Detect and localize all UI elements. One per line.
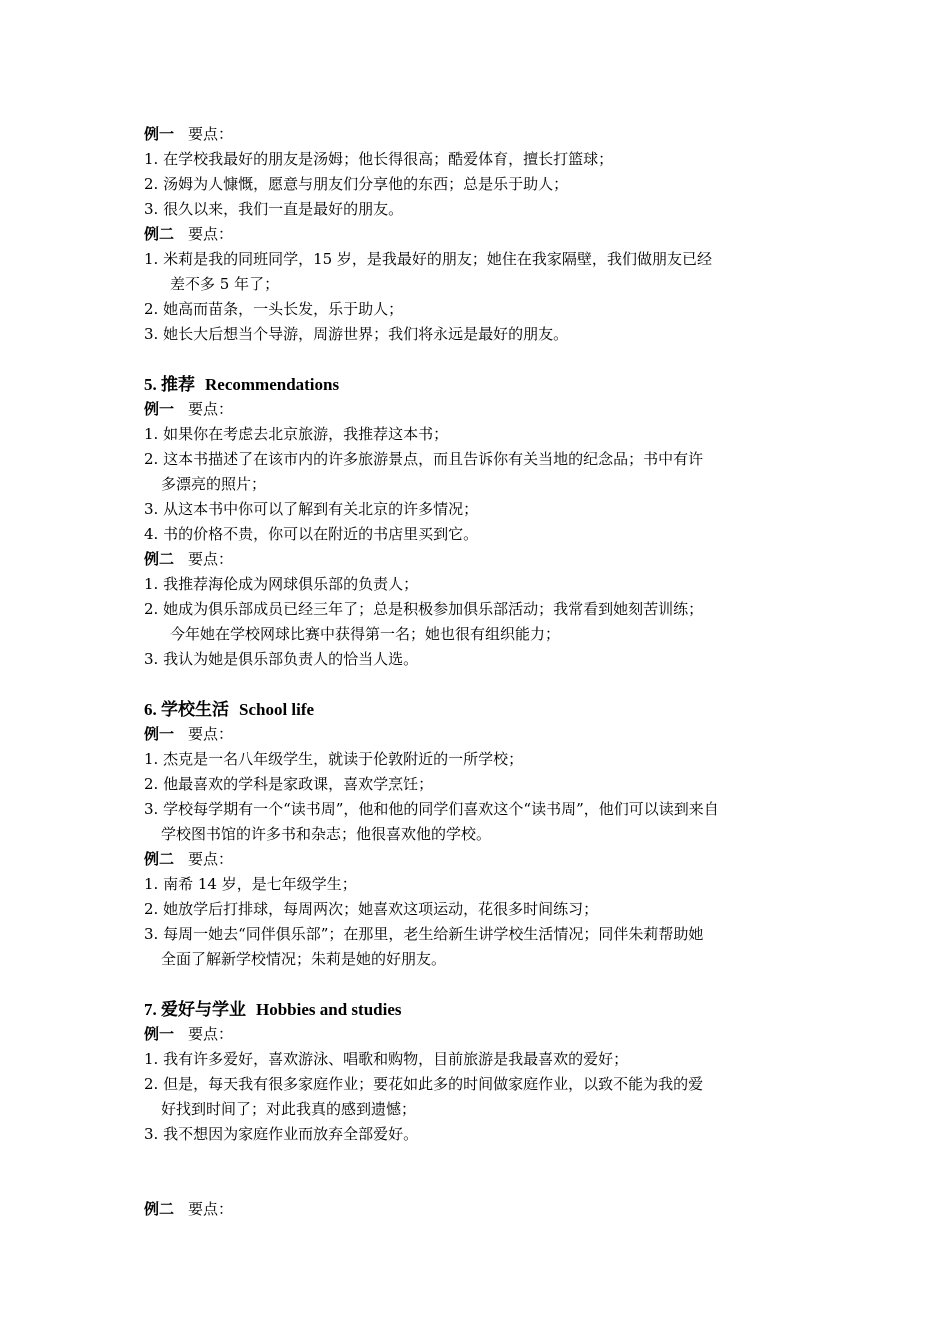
example-heading: [144, 397, 824, 422]
key-points-label: 要点：: [188, 1200, 234, 1218]
list-item: 3. 从这本书中你可以了解到有关北京的许多情况；: [144, 500, 479, 518]
list-item: 2. 他最喜欢的学科是家政课，喜欢学烹饪；: [144, 775, 434, 793]
list-item: 3. 她长大后想当个导游，周游世界；我们将永远是最好的朋友。: [144, 325, 569, 343]
example-label: 例一: [144, 125, 175, 143]
list-item: 2. 她成为俱乐部成员已经三年了；总是积极参加俱乐部活动；我常看到她刻苦训练；: [144, 600, 704, 618]
list-item-continuation: 差不多 5 年了；: [170, 275, 280, 293]
list-item: 1. 如果你在考虑去北京旅游，我推荐这本书；: [144, 425, 449, 443]
example-label: 例二: [144, 225, 175, 243]
key-points-label: 要点：: [188, 225, 234, 243]
example-label: 例一: [144, 400, 175, 418]
section-title-cn: 7. 爱好与学业: [144, 1000, 246, 1019]
list-item: 1. 在学校我最好的朋友是汤姆；他长得很高；酷爱体育，擅长打篮球；: [144, 150, 614, 168]
example-label: 例二: [144, 1200, 175, 1218]
example-heading: [144, 1022, 824, 1047]
key-points-label: 要点：: [188, 1025, 234, 1043]
spacer: [144, 1147, 824, 1197]
list-item: 1. 我推荐海伦成为网球俱乐部的负责人；: [144, 575, 419, 593]
list-item: 1. 杰克是一名八年级学生，就读于伦敦附近的一所学校；: [144, 750, 524, 768]
example-heading: [144, 722, 824, 747]
key-points-label: 要点：: [188, 550, 234, 568]
example-label: 例一: [144, 725, 175, 743]
list-item: 2. 她高而苗条，一头长发，乐于助人；: [144, 300, 404, 318]
example-label: 例二: [144, 850, 175, 868]
section-title: [144, 372, 824, 397]
list-item: 1. 南希 14 岁，是七年级学生；: [144, 875, 357, 893]
list-item: 3. 每周一她去“同伴俱乐部”；在那里，老生给新生讲学校生活情况；同伴朱莉帮助她: [144, 925, 704, 943]
key-points-label: 要点：: [188, 725, 234, 743]
section-title-en: School life: [239, 700, 315, 719]
list-item: 2. 这本书描述了在该市内的许多旅游景点，而且告诉你有关当地的纪念品；书中有许: [144, 450, 704, 468]
example-heading: [144, 1197, 824, 1222]
list-item: 3. 很久以来，我们一直是最好的朋友。: [144, 200, 404, 218]
section-title-en: Recommendations: [205, 375, 340, 394]
section-title-cn: 5. 推荐: [144, 375, 195, 394]
list-item-continuation: 今年她在学校网球比赛中获得第一名；她也很有组织能力；: [170, 625, 561, 643]
example-heading: [144, 847, 824, 872]
section-title-en: Hobbies and studies: [256, 1000, 402, 1019]
list-item-continuation: 学校图书馆的许多书和杂志；他很喜欢他的学校。: [161, 825, 492, 843]
example-label: 例一: [144, 1025, 175, 1043]
list-item: 3. 我不想因为家庭作业而放弃全部爱好。: [144, 1125, 419, 1143]
key-points-label: 要点：: [188, 400, 234, 418]
example-heading: [144, 222, 824, 247]
section-title-cn: 6. 学校生活: [144, 700, 229, 719]
list-item: 4. 书的价格不贵，你可以在附近的书店里买到它。: [144, 525, 479, 543]
list-item-continuation: 多漂亮的照片；: [161, 475, 267, 493]
list-item: 3. 学校每学期有一个“读书周”，他和他的同学们喜欢这个“读书周”，他们可以读到来自: [144, 800, 719, 818]
key-points-label: 要点：: [188, 850, 234, 868]
list-item: 3. 我认为她是俱乐部负责人的恰当人选。: [144, 650, 419, 668]
section-title: [144, 697, 824, 722]
example-heading: [144, 122, 824, 147]
list-item: 1. 米莉是我的同班同学，15 岁，是我最好的朋友；她住在我家隔壁，我们做朋友已经: [144, 250, 712, 268]
list-item: 1. 我有许多爱好，喜欢游泳、唱歌和购物，目前旅游是我最喜欢的爱好；: [144, 1050, 629, 1068]
section-title: [144, 997, 824, 1022]
example-heading: [144, 547, 824, 572]
document-page: [144, 122, 824, 1222]
list-item: 2. 汤姆为人慷慨，愿意与朋友们分享他的东西；总是乐于助人；: [144, 175, 569, 193]
list-item-continuation: 全面了解新学校情况；朱莉是她的好朋友。: [161, 950, 447, 968]
list-item: 2. 但是，每天我有很多家庭作业；要花如此多的时间做家庭作业，以致不能为我的爱: [144, 1075, 704, 1093]
list-item-continuation: 好找到时间了；对此我真的感到遗憾；: [161, 1100, 417, 1118]
key-points-label: 要点：: [188, 125, 234, 143]
example-label: 例二: [144, 550, 175, 568]
list-item: 2. 她放学后打排球，每周两次；她喜欢这项运动，花很多时间练习；: [144, 900, 599, 918]
